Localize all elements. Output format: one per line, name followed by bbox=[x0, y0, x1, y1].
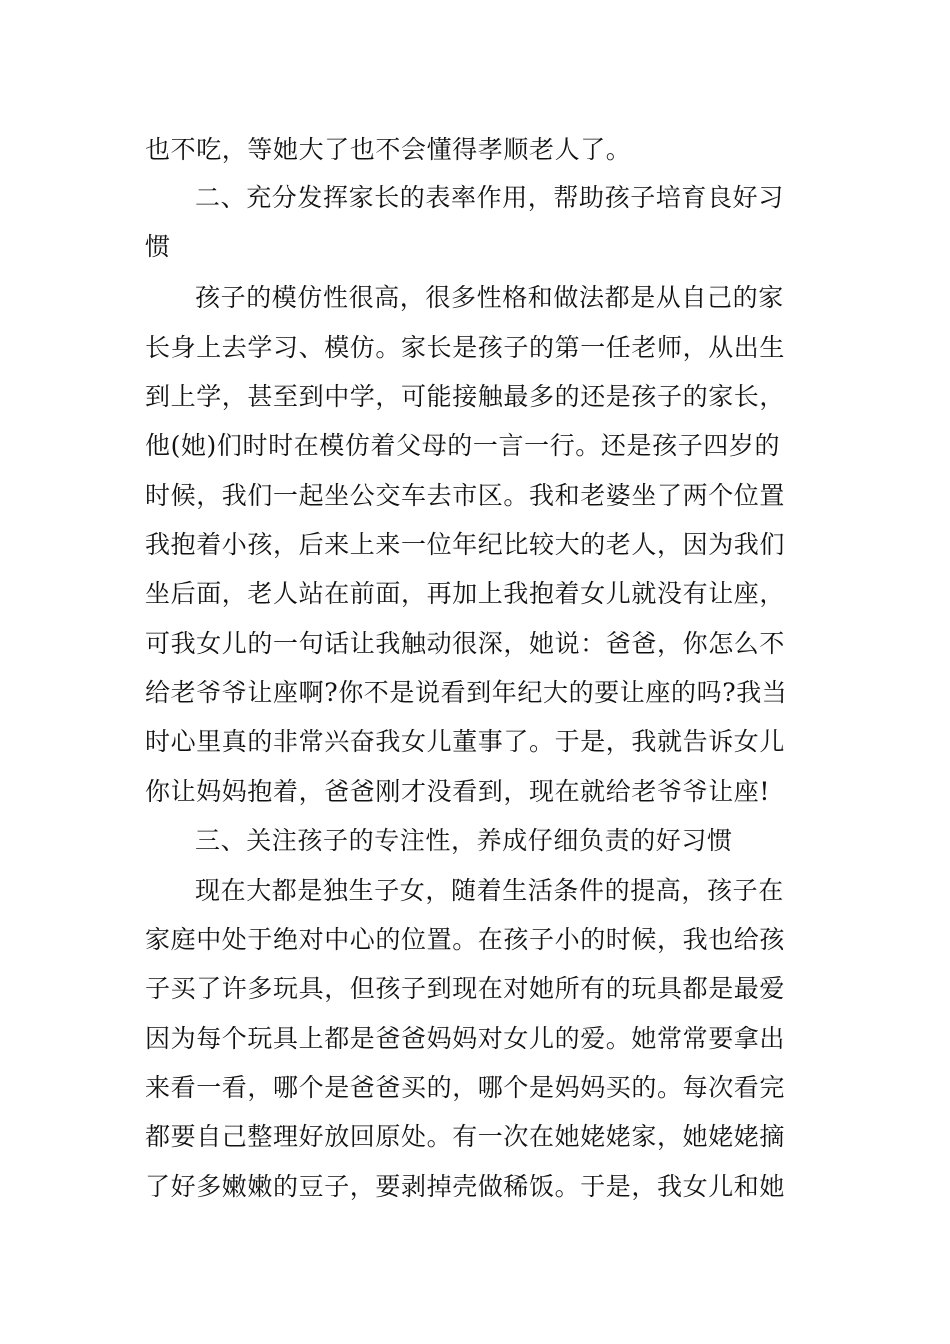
text-line-1: 也不吃，等她大了也不会懂得孝顺老人了。 bbox=[145, 135, 632, 164]
text-line-4: 孩子的模仿性很高，很多性格和做法都是从自己的家 bbox=[195, 283, 784, 312]
text-line-17: 家庭中处于绝对中心的位置。在孩子小的时候，我也给孩 bbox=[145, 925, 786, 954]
text-line-6: 到上学，甚至到中学，可能接触最多的还是孩子的家长， bbox=[145, 382, 786, 411]
text-line-11: 可我女儿的一句话让我触动很深，她说：爸爸，你怎么不 bbox=[145, 629, 786, 658]
text-line-9: 我抱着小孩，后来上来一位年纪比较大的老人，因为我们 bbox=[145, 530, 786, 559]
section-heading-3: 三、关注孩子的专注性，养成仔细负责的好习惯 bbox=[195, 826, 733, 855]
text-line-14: 你让妈妈抱着，爸爸刚才没看到，现在就给老爷爷让座! bbox=[145, 777, 771, 806]
text-line-18: 子买了许多玩具，但孩子到现在对她所有的玩具都是最爱 bbox=[145, 974, 786, 1003]
text-line-10: 坐后面，老人站在前面，再加上我抱着女儿就没有让座， bbox=[145, 579, 786, 608]
text-line-20: 来看一看，哪个是爸爸买的，哪个是妈妈买的。每次看完 bbox=[145, 1073, 786, 1102]
text-line-21: 都要自己整理好放回原处。有一次在她姥姥家，她姥姥摘 bbox=[145, 1122, 786, 1151]
text-line-22: 了好多嫩嫩的豆子，要剥掉壳做稀饭。于是，我女儿和她 bbox=[145, 1172, 786, 1201]
text-line-7: 他(她)们时时在模仿着父母的一言一行。还是孩子四岁的 bbox=[145, 431, 781, 460]
text-line-16: 现在大都是独生子女，随着生活条件的提高，孩子在 bbox=[195, 876, 784, 905]
text-line-12: 给老爷爷让座啊?你不是说看到年纪大的要让座的吗?我当 bbox=[145, 678, 788, 707]
text-line-19: 因为每个玩具上都是爸爸妈妈对女儿的爱。她常常要拿出 bbox=[145, 1024, 786, 1053]
text-line-5: 长身上去学习、模仿。家长是孩子的第一任老师，从出生 bbox=[145, 333, 786, 362]
section-heading-2-line-1: 二、充分发挥家长的表率作用，帮助孩子培育良好习 bbox=[195, 183, 784, 212]
text-line-13: 时心里真的非常兴奋我女儿董事了。于是，我就告诉女儿 bbox=[145, 727, 786, 756]
section-heading-2-line-2: 惯 bbox=[145, 232, 171, 261]
text-line-8: 时候，我们一起坐公交车去市区。我和老婆坐了两个位置 bbox=[145, 481, 786, 510]
